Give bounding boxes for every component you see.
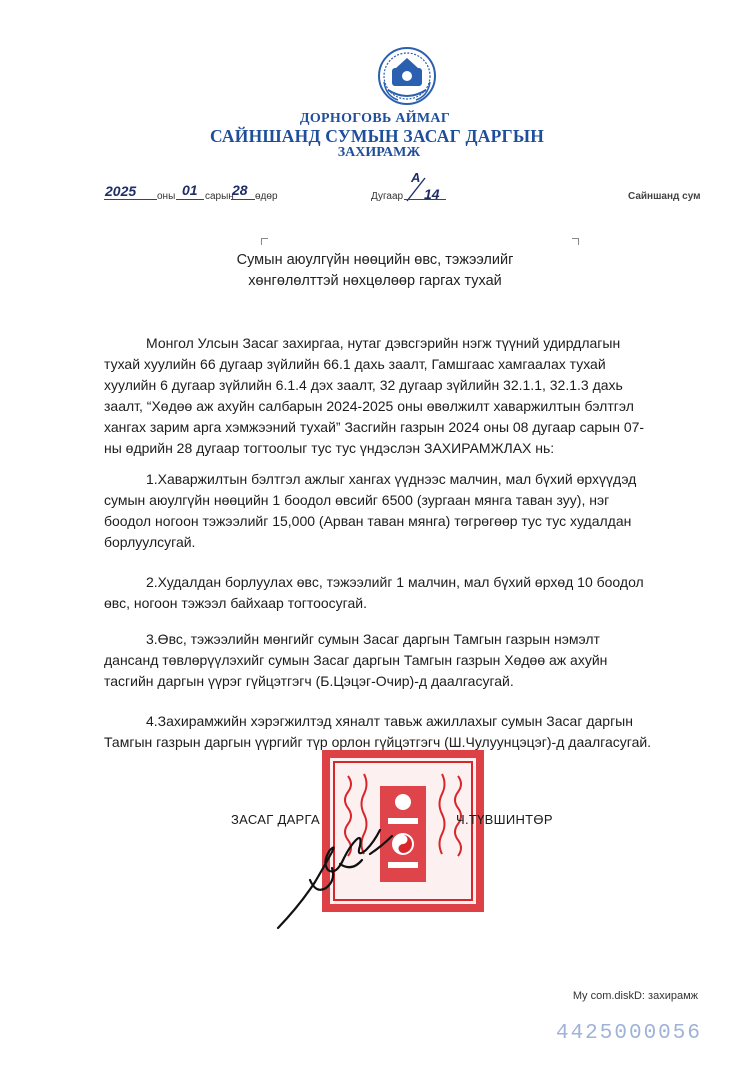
paragraph-line: 4.Захирамжийн хэрэгжилтэд хяналт тавьж ажиллахыг сумын Засаг даргын	[146, 713, 633, 729]
signatory-name: Ч.ТҮВШИНТӨР	[456, 812, 553, 827]
document-type: ЗАХИРАМЖ	[337, 145, 421, 160]
date-day: 28	[232, 182, 248, 198]
item-2-paragraph	[104, 572, 694, 614]
date-month-suffix: сарын	[205, 191, 234, 202]
date-day-suffix: өдөр	[255, 191, 278, 202]
number-label: Дугаар	[371, 191, 404, 202]
number-value: 14	[424, 186, 440, 202]
handwritten-signature-icon	[270, 810, 400, 940]
paragraph-line: заалт, “Хөдөө аж ахуйн салбарын 2024-2025 оны өвөлжилт хаваржилтын бэлтгэл	[104, 398, 634, 414]
paragraph-line: ны өдрийн 28 дугаар тогтоолыг тус тус үндэслэн ЗАХИРАМЖЛАХ нь:	[104, 440, 555, 456]
corner-mark	[572, 238, 579, 245]
paragraph-line: борлуулсугай.	[104, 534, 196, 550]
paragraph-line: Монгол Улсын Засаг захиргаа, нутаг дэвсгэрийн нэгж түүний удирдлагын	[146, 335, 621, 351]
subject-line-2: хөнгөлөлттэй нөхцөлөөр гаргах тухай	[248, 273, 502, 289]
paragraph-line: дансанд төвлөрүүлэхийг сумын Засаг даргын Тамгын газрын Хөдөө аж ахуйн	[104, 652, 608, 668]
file-location-note: My com.diskD: захирамж	[572, 990, 698, 1002]
paragraph-line: тасгийн даргын үүрэг гүйцэтгэгч (Б.Цэцэг-Очир)-д даалгасугай.	[104, 673, 514, 689]
paragraph-line: тухай хуулийн 66 дугаар зүйлийн 66.1 дахь заалт, Гамшгаас хамгаалах тухай	[104, 356, 606, 372]
aimag-name: ДОРНОГОВЬ АЙМАГ	[299, 111, 451, 126]
paragraph-line: хангах зарим арга хэмжээний тухай” Засгийн газрын 2024 оны 08 дугаар сарын 07-	[104, 419, 645, 435]
document-serial-number: 4425000056	[555, 1022, 702, 1045]
date-year: 2025	[105, 183, 137, 199]
number-letter: А	[411, 170, 421, 185]
paragraph-line: Тамгын газрын даргын үүргийг түр орлон гүйцэтгэгч (Ш.Чулуунцэцэг)-д даалгасугай.	[104, 734, 652, 750]
preamble-paragraph	[104, 333, 694, 459]
paragraph-line: хуулийн 6 дугаар зүйлийн 6.1.4 дэх заалт, 32 дугаар зүйлийн 32.1.1, 32.1.3 дахь	[104, 377, 623, 393]
item-3-paragraph	[104, 629, 694, 692]
subject-line-1: Сумын аюулгүйн нөөцийн өвс, тэжээлийг	[236, 252, 514, 268]
date-year-suffix: оны	[157, 191, 176, 202]
place-name: Сайншанд сум	[628, 191, 701, 202]
paragraph-line: 2.Худалдан борлуулах өвс, тэжээлийг 1 малчин, мал бүхий өрхөд 10 боодол	[146, 574, 644, 590]
paragraph-line: 1.Хаваржилтын бэлтгэл ажлыг хангах үүднээс малчин, мал бүхий өрхүүдэд	[146, 471, 637, 487]
signatory-title: ЗАСАГ ДАРГА	[231, 812, 320, 827]
corner-mark	[261, 238, 268, 245]
state-emblem-icon	[376, 46, 438, 106]
paragraph-line: сумын аюулгүйн нөөцийн 1 боодол өвсийг 6500 (зургаан мянга таван зуу), нэг	[104, 492, 610, 508]
date-month: 01	[182, 182, 198, 198]
paragraph-line: 3.Өвс, тэжээлийн мөнгийг сумын Засаг даргын Тамгын газрын нэмэлт	[146, 631, 600, 647]
paragraph-line: боодол ногоон тэжээлийг 15,000 (Арван таван мянга) төгрөгөөр тус тус худалдан	[104, 513, 632, 529]
paragraph-line: өвс, ногоон тэжээл байхаар тогтоосугай.	[104, 595, 367, 611]
issuer-title: САЙНШАНД СУМЫН ЗАСАГ ДАРГЫН	[209, 126, 545, 146]
item-1-paragraph	[104, 469, 694, 553]
